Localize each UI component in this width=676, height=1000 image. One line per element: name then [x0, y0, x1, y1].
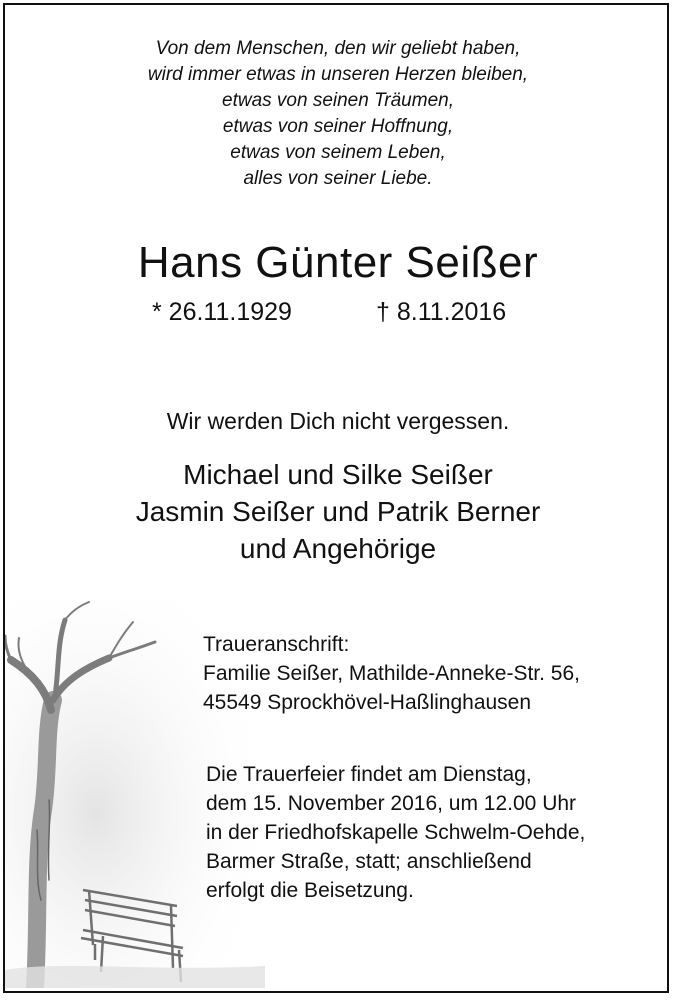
poem — [0, 36, 676, 192]
mourning-address — [203, 630, 580, 717]
family-line: Michael und Silke Seißer — [183, 459, 493, 490]
poem-line: etwas von seiner Hoffnung, — [222, 116, 454, 137]
funeral-service-info — [206, 760, 585, 905]
service-line: erfolgt die Beisetzung. — [206, 879, 414, 902]
service-line: dem 15. November 2016, um 12.00 Uhr — [206, 792, 577, 815]
poem-line: alles von seiner Liebe. — [243, 168, 433, 189]
ground — [5, 966, 265, 988]
poem-line: wird immer etwas in unseren Herzen bleiben, — [147, 64, 529, 85]
birth-date: * 26.11.1929 — [152, 298, 292, 326]
service-line: in der Friedhofskapelle Schwelm-Oehde, — [206, 821, 586, 844]
family-names — [0, 456, 676, 567]
family-line: Jasmin Seißer und Patrik Berner — [135, 496, 541, 527]
address-line: Traueranschrift: — [203, 633, 350, 656]
remembrance-line: Wir werden Dich nicht vergessen. — [166, 408, 510, 434]
service-line: Barmer Straße, statt; anschließend — [206, 850, 532, 873]
family-line: und Angehörige — [239, 533, 437, 564]
death-date: † 8.11.2016 — [376, 298, 507, 326]
poem-line: etwas von seinem Leben, — [230, 142, 446, 163]
deceased-name: Hans Günter Seißer — [137, 238, 539, 287]
service-line: Die Trauerfeier findet am Dienstag, — [206, 763, 532, 786]
poem-line: etwas von seinen Träumen, — [222, 90, 454, 111]
poem-line: Von dem Menschen, den wir geliebt haben, — [155, 38, 521, 59]
address-line: 45549 Sprockhövel-Haßlinghausen — [203, 691, 532, 714]
address-line: Familie Seißer, Mathilde-Anneke-Str. 56, — [203, 662, 580, 685]
